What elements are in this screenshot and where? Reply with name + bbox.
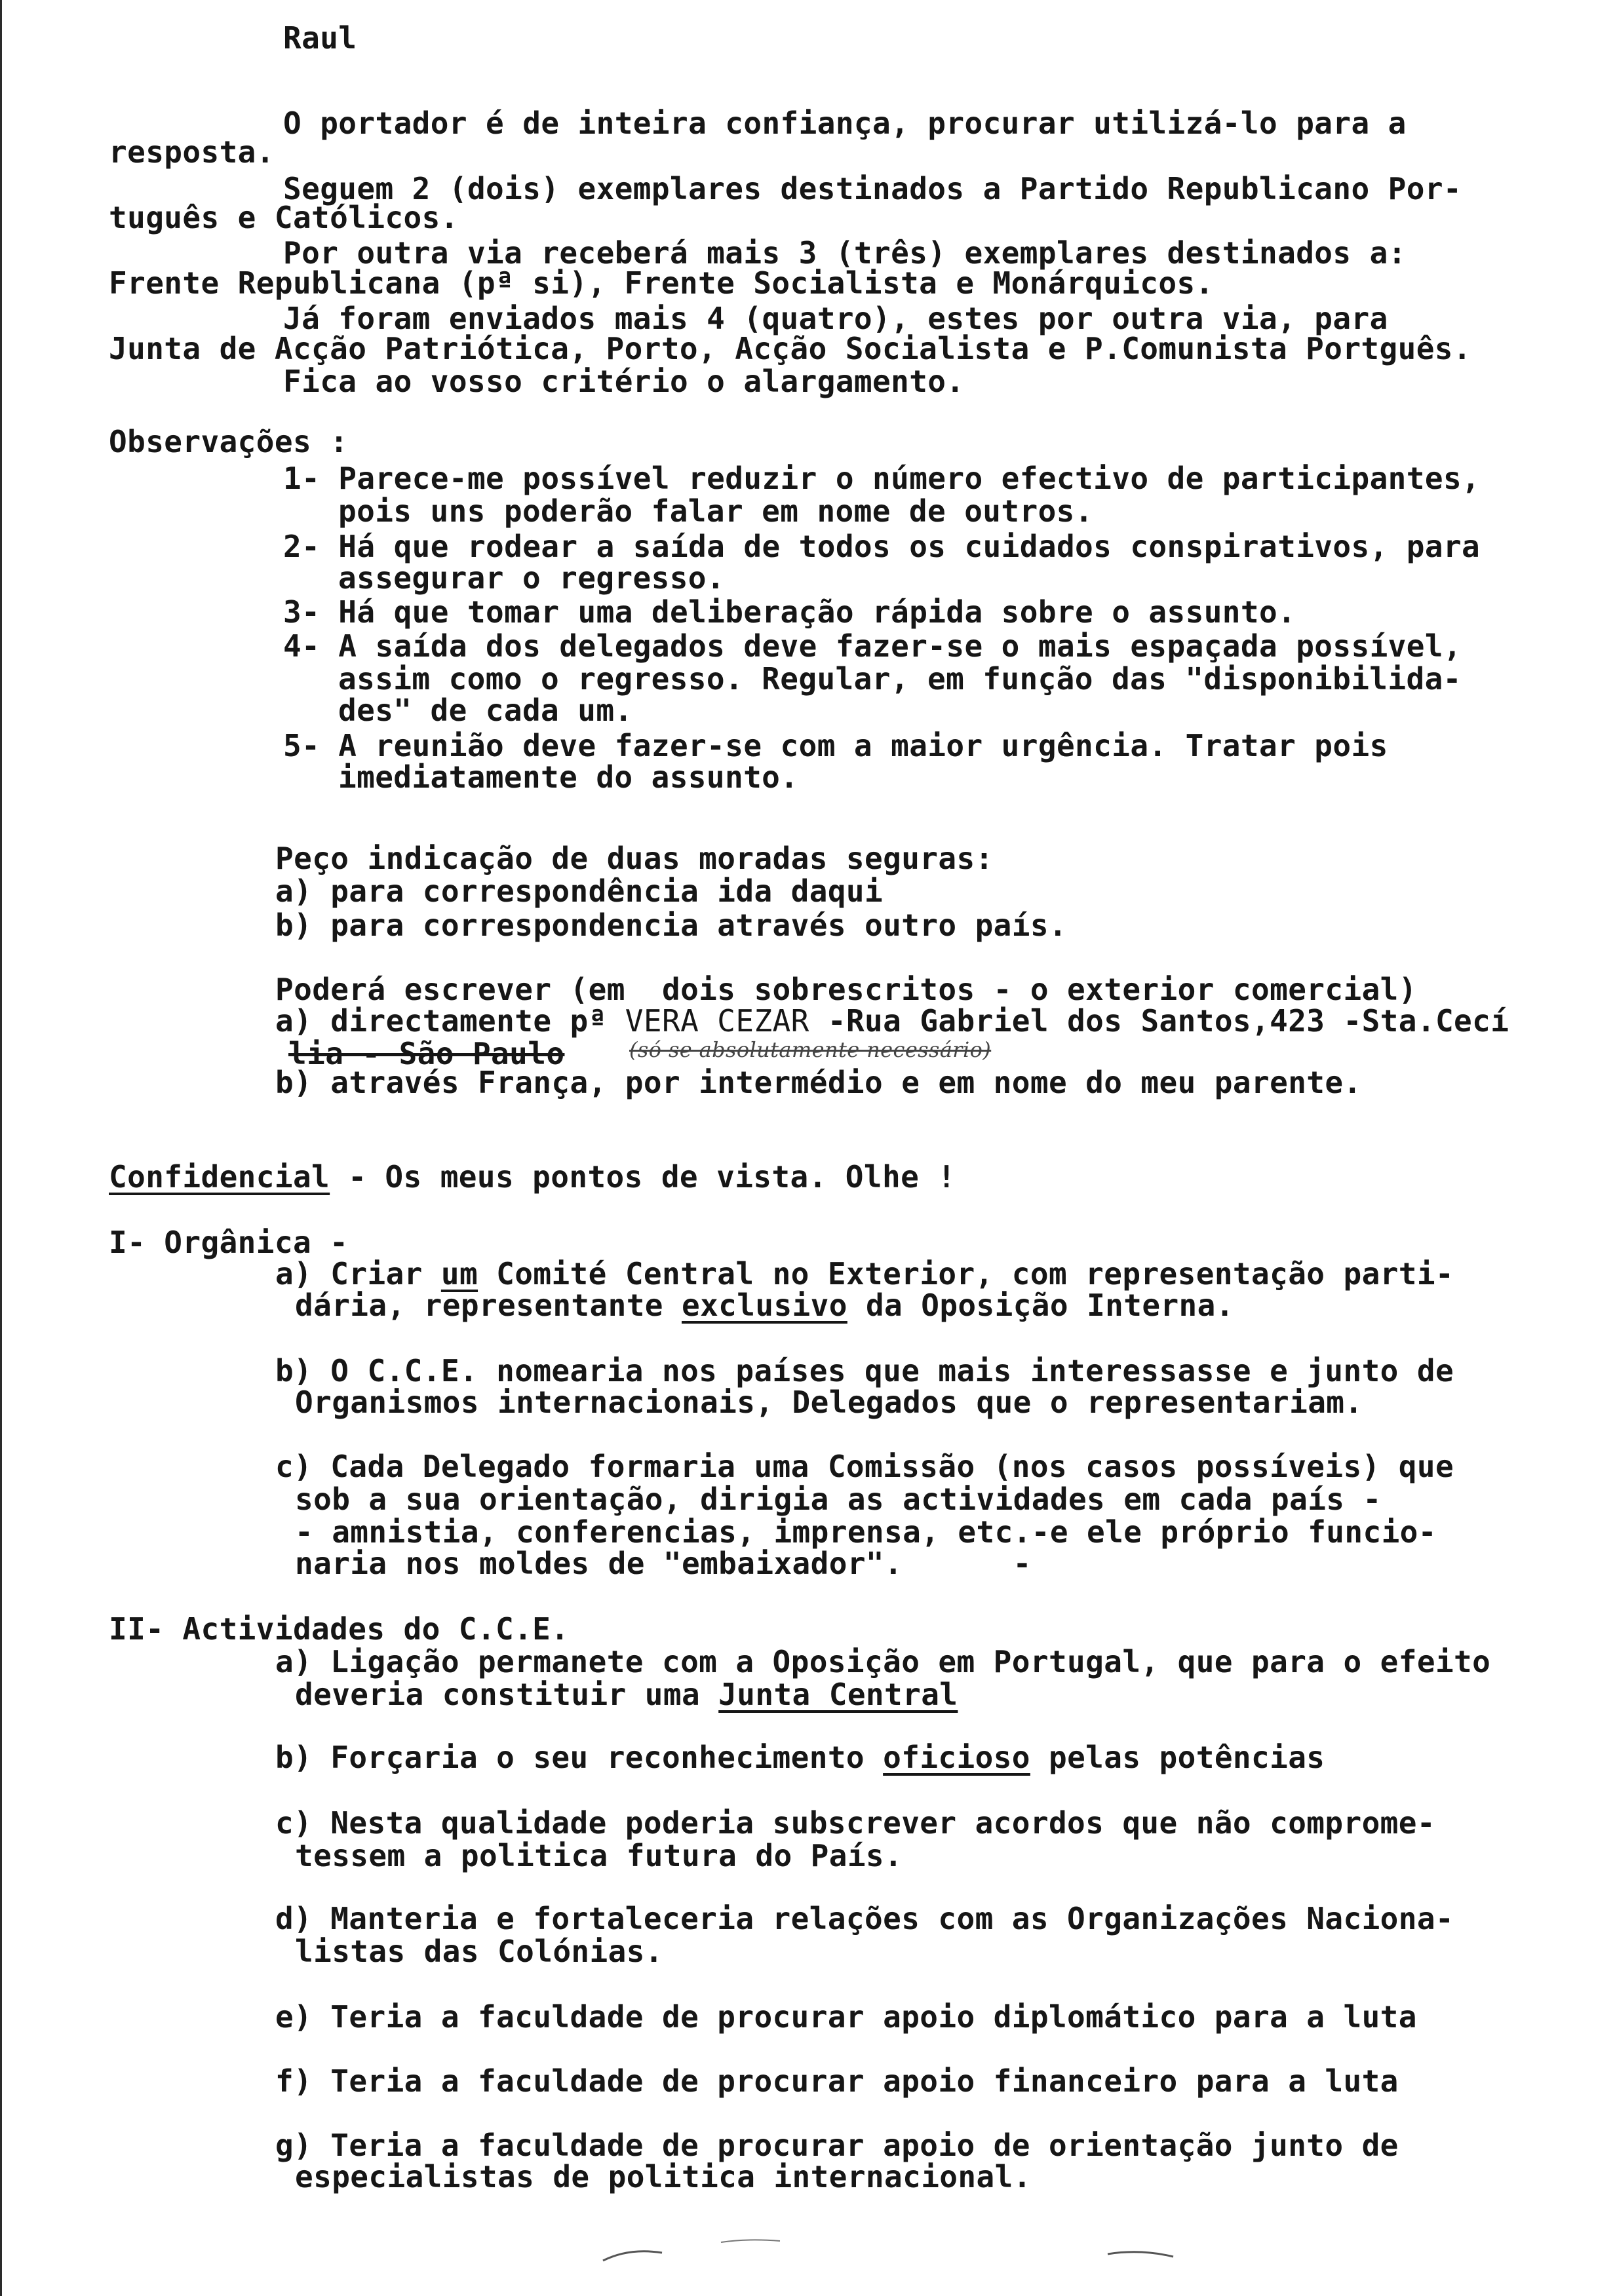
observacao-item: 5- A reunião deve fazer-se com a maior urgência. Tratar pois bbox=[283, 728, 1388, 763]
observacao-item: 2- Há que rodear a saída de todos os cuidados conspirativos, para bbox=[283, 529, 1481, 564]
page-edge bbox=[0, 0, 2, 2296]
actividades-a-line2 bbox=[295, 1677, 958, 1712]
organica-c: - amnistia, conferencias, imprensa, etc.-e ele próprio funcio- bbox=[295, 1514, 1437, 1550]
organica-heading: I- Orgânica - bbox=[109, 1225, 349, 1260]
organica-c: c) Cada Delegado formaria uma Comissão (nos casos possíveis) que bbox=[275, 1449, 1454, 1484]
intro-line: Fica ao vosso critério o alargamento. bbox=[283, 364, 965, 399]
underlined-word: Junta Central bbox=[718, 1677, 958, 1712]
handwritten-note: (só se absolutamente necessário) bbox=[629, 1037, 992, 1062]
organica-a-line2 bbox=[295, 1288, 1234, 1322]
confidencial-rest: - Os meus pontos de vista. Olhe ! bbox=[330, 1159, 956, 1195]
organica-a-line1 bbox=[275, 1257, 1454, 1291]
observacao-item: des" de cada um. bbox=[338, 693, 633, 728]
intro-line: Por outra via receberá mais 3 (três) exemplares destinados a: bbox=[283, 235, 1407, 271]
intro-line: Seguem 2 (dois) exemplares destinados a Partido Republicano Por- bbox=[283, 171, 1462, 206]
moradas-line: b) para correspondencia através outro país. bbox=[275, 908, 1068, 943]
text: b) Forçaria o seu reconhecimento bbox=[275, 1740, 884, 1775]
actividades-a: a) Ligação permanete com a Oposição em Portugal, que para o efeito bbox=[275, 1644, 1491, 1679]
actividades-f: f) Teria a faculdade de procurar apoio financeiro para a luta bbox=[275, 2063, 1399, 2099]
text: pelas potências bbox=[1030, 1740, 1325, 1775]
actividades-c: tessem a politica futura do País. bbox=[295, 1838, 903, 1873]
text: da Oposição Interna. bbox=[847, 1288, 1234, 1323]
intro-line: resposta. bbox=[109, 134, 275, 170]
underlined-word: exclusivo bbox=[681, 1288, 847, 1323]
actividades-d: listas das Colónias. bbox=[295, 1934, 663, 1969]
text: deveria constituir uma bbox=[295, 1677, 719, 1712]
confidencial-label: Confidencial bbox=[109, 1159, 330, 1195]
actividades-c: c) Nesta qualidade poderia subscrever acordos que não comprome- bbox=[275, 1805, 1435, 1841]
observacao-item: imediatamente do assunto. bbox=[338, 759, 799, 795]
intro-line: Já foram enviados mais 4 (quatro), estes por outra via, para bbox=[283, 301, 1388, 336]
underlined-word: um bbox=[440, 1256, 478, 1292]
actividades-d: d) Manteria e fortaleceria relações com as Organizações Naciona- bbox=[275, 1901, 1454, 1936]
actividades-heading: II- Actividades do C.C.E. bbox=[109, 1611, 570, 1647]
actividades-b bbox=[275, 1740, 1325, 1774]
observacoes-heading: Observações : bbox=[109, 424, 349, 459]
intro-line: tuguês e Católicos. bbox=[109, 200, 459, 235]
organica-c: sob a sua orientação, dirigia as actividades em cada país - bbox=[295, 1482, 1382, 1517]
addressee-name: VERA CEZAR bbox=[625, 1003, 809, 1039]
pencil-marks bbox=[590, 2228, 1442, 2280]
underlined-word: oficioso bbox=[883, 1740, 1030, 1775]
organica-b: Organismos internacionais, Delegados que o representariam. bbox=[295, 1385, 1363, 1420]
actividades-g: especialistas de politica internacional. bbox=[295, 2159, 1032, 2194]
intro-line: O portador é de inteira confiança, procurar utilizá-lo para a bbox=[283, 105, 1407, 141]
moradas-line: Peço indicação de duas moradas seguras: bbox=[275, 841, 994, 876]
intro-line: Frente Republicana (pª si), Frente Socialista e Monárquicos. bbox=[109, 265, 1214, 301]
observacao-item: pois uns poderão falar em nome de outros. bbox=[338, 493, 1093, 529]
salutation: Raul bbox=[283, 20, 357, 56]
organica-c: naria nos moldes de "embaixador". - bbox=[295, 1546, 1032, 1581]
actividades-g: g) Teria a faculdade de procurar apoio de orientação junto de bbox=[275, 2128, 1399, 2163]
escrever-a-struck: lia - São Paulo bbox=[288, 1036, 565, 1071]
observacao-item: assim como o regresso. Regular, em função das "disponibilida- bbox=[338, 661, 1462, 697]
observacao-item: assegurar o regresso. bbox=[338, 560, 725, 596]
confidencial-line bbox=[109, 1160, 956, 1194]
escrever-a-prefix: a) directamente pª bbox=[275, 1003, 625, 1039]
escrever-intro: Poderá escrever (em dois sobrescritos - o exterior comercial) bbox=[275, 972, 1417, 1007]
observacao-item: 4- A saída dos delegados deve fazer-se o mais espaçada possível, bbox=[283, 628, 1462, 664]
intro-line: Junta de Acção Patriótica, Porto, Acção Socialista e P.Comunista Portguês. bbox=[109, 331, 1471, 366]
text: Comité Central no Exterior, com representação parti- bbox=[478, 1256, 1454, 1292]
text: dária, representante bbox=[295, 1288, 682, 1323]
text: a) Criar bbox=[275, 1256, 441, 1292]
observacao-item: 1- Parece-me possível reduzir o número efectivo de participantes, bbox=[283, 461, 1481, 496]
escrever-a-address: -Rua Gabriel dos Santos,423 -Sta.Cecí bbox=[809, 1003, 1509, 1039]
observacao-item: 3- Há que tomar uma deliberação rápida sobre o assunto. bbox=[283, 594, 1296, 630]
actividades-e: e) Teria a faculdade de procurar apoio diplomático para a luta bbox=[275, 1999, 1417, 2035]
organica-b: b) O C.C.E. nomearia nos países que mais interessasse e junto de bbox=[275, 1353, 1454, 1388]
moradas-line: a) para correspondência ida daqui bbox=[275, 873, 884, 909]
escrever-b: b) através França, por intermédio e em nome do meu parente. bbox=[275, 1065, 1362, 1100]
